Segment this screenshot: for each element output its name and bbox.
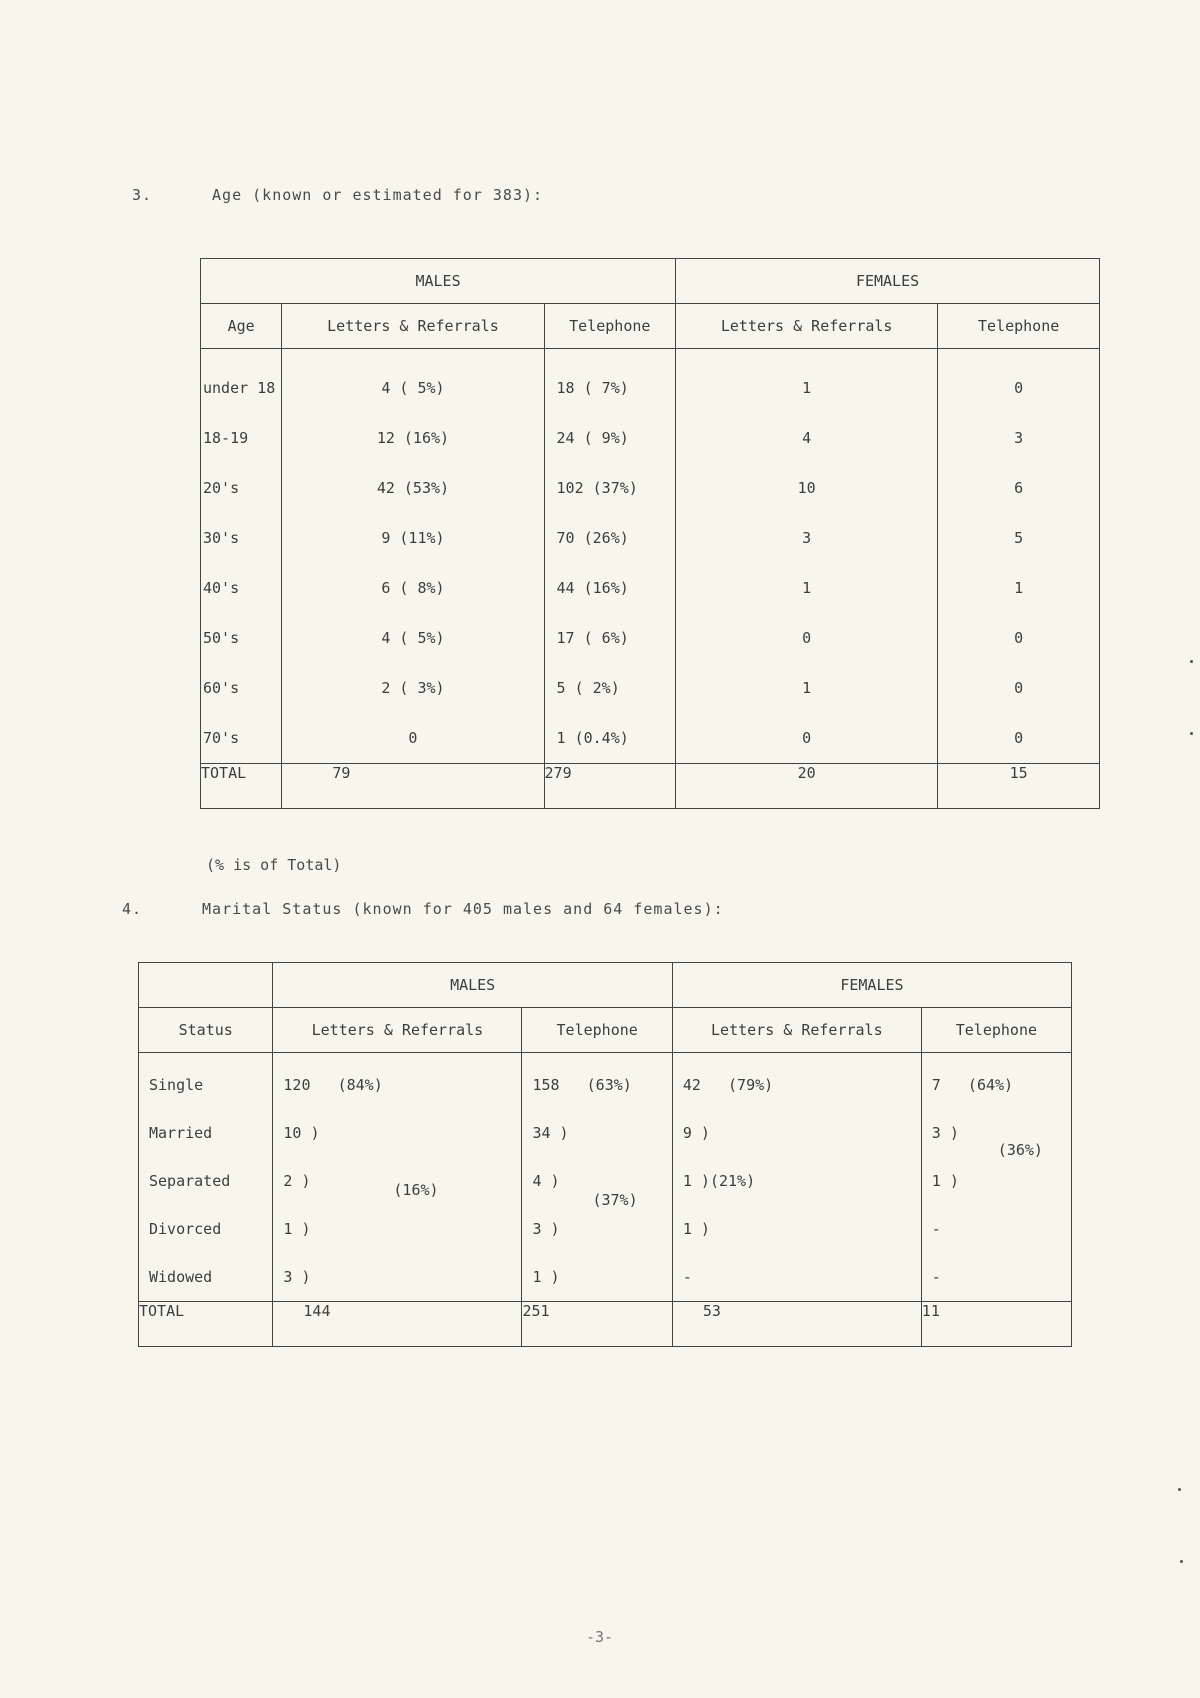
females-letters-cell: 1 — [802, 679, 812, 697]
males-telephone-cell: 102 (37%) — [556, 479, 638, 497]
females-letters-cell: 3 — [802, 529, 812, 547]
females-telephone-cell: 1 — [1014, 579, 1024, 597]
total-label: TOTAL — [139, 1302, 273, 1347]
males-letters-bracket-percent: (16%) — [393, 1181, 439, 1199]
section-title: Age (known or estimated for 383): — [212, 186, 544, 204]
females-telephone-cell: 7 (64%) — [931, 1076, 1014, 1094]
males-letters-col-header: Letters & Referrals — [282, 304, 544, 349]
section-4-heading — [122, 900, 724, 918]
females-telephone-cell: 1 ) — [931, 1172, 959, 1190]
males-letters-cell: 120 (84%) — [283, 1076, 383, 1094]
scan-speck — [1190, 660, 1193, 663]
status-cell: Separated — [149, 1172, 231, 1190]
males-letters-cell: 4 ( 5%) — [381, 379, 445, 397]
males-telephone-cell: 1 ) — [532, 1268, 560, 1286]
males-telephone-cell: 3 ) — [532, 1220, 560, 1238]
marital-status-table — [138, 962, 1072, 1347]
males-letters-cell: 9 (11%) — [381, 529, 445, 547]
status-col-header: Status — [139, 1008, 273, 1053]
total-label: TOTAL — [201, 764, 282, 809]
age-cell: 40's — [203, 579, 240, 597]
females-header: FEMALES — [672, 963, 1071, 1008]
females-letters-cell: 1 )(21%) — [682, 1172, 756, 1190]
section-title: Marital Status (known for 405 males and 64 females): — [202, 900, 724, 918]
scan-speck — [1190, 732, 1193, 735]
status-cell: Single — [149, 1076, 204, 1094]
females-letters-cell: 42 (79%) — [682, 1076, 774, 1094]
females-letters-cell: - — [682, 1268, 692, 1286]
males-telephone-bracket-percent: (37%) — [592, 1191, 638, 1209]
females-letters-col-header: Letters & Referrals — [672, 1008, 921, 1053]
males-header: MALES — [273, 963, 672, 1008]
females-header: FEMALES — [676, 259, 1100, 304]
marital-data-block — [139, 1053, 1072, 1302]
males-letters-col-header: Letters & Referrals — [273, 1008, 522, 1053]
males-telephone-cell: 34 ) — [532, 1124, 569, 1142]
males-letters-cell: 12 (16%) — [376, 429, 450, 447]
males-telephone-cell: 17 ( 6%) — [556, 629, 629, 647]
males-telephone-col-header: Telephone — [544, 304, 676, 349]
males-telephone-cell: 1 (0.4%) — [556, 729, 629, 747]
age-cell: 20's — [203, 479, 240, 497]
males-telephone-cell: 44 (16%) — [556, 579, 629, 597]
males-header: MALES — [201, 259, 676, 304]
total-females-telephone: 11 — [921, 1302, 1071, 1347]
females-telephone-cell: 0 — [1014, 629, 1024, 647]
status-cell: Married — [149, 1124, 213, 1142]
males-letters-cell: 6 ( 8%) — [381, 579, 445, 597]
females-telephone-cell: 0 — [1014, 379, 1024, 397]
males-telephone-cell: 158 (63%) — [532, 1076, 632, 1094]
total-males-telephone: 251 — [522, 1302, 672, 1347]
females-telephone-cell: 3 ) — [931, 1124, 959, 1142]
females-telephone-cell: 0 — [1014, 729, 1024, 747]
females-telephone-cell: 6 — [1014, 479, 1024, 497]
males-letters-cell: 0 — [408, 729, 418, 747]
scan-speck — [1178, 1488, 1181, 1491]
males-letters-cell: 4 ( 5%) — [381, 629, 445, 647]
total-males-telephone: 279 — [544, 764, 676, 809]
males-telephone-cell: 18 ( 7%) — [556, 379, 629, 397]
total-females-letters: 53 — [672, 1302, 921, 1347]
females-telephone-bracket-percent: (36%) — [997, 1141, 1043, 1159]
total-females-telephone: 15 — [938, 764, 1100, 809]
status-cell: Widowed — [149, 1268, 213, 1286]
age-cell: 30's — [203, 529, 240, 547]
females-telephone-cell: 5 — [1014, 529, 1024, 547]
marital-total-row — [139, 1302, 1072, 1347]
scan-speck — [1180, 1560, 1183, 1563]
males-letters-cell: 3 ) — [283, 1268, 311, 1286]
age-col-header: Age — [201, 304, 282, 349]
males-letters-cell: 42 (53%) — [376, 479, 450, 497]
females-letters-col-header: Letters & Referrals — [676, 304, 938, 349]
status-cell: Divorced — [149, 1220, 222, 1238]
females-telephone-cell: 3 — [1014, 429, 1024, 447]
males-letters-cell: 2 ) — [283, 1172, 311, 1190]
age-data-block — [201, 349, 1100, 764]
females-telephone-cell: 0 — [1014, 679, 1024, 697]
females-letters-cell: 0 — [802, 729, 812, 747]
males-telephone-cell: 4 ) — [532, 1172, 560, 1190]
section-number: 4. — [122, 900, 143, 918]
males-letters-cell: 10 ) — [283, 1124, 320, 1142]
females-letters-cell: 1 — [802, 379, 812, 397]
females-letters-cell: 9 ) — [682, 1124, 710, 1142]
females-telephone-col-header: Telephone — [921, 1008, 1071, 1053]
age-cell: 18-19 — [203, 429, 249, 447]
females-letters-cell: 0 — [802, 629, 812, 647]
females-telephone-cell: - — [931, 1268, 941, 1286]
males-letters-cell: 2 ( 3%) — [381, 679, 445, 697]
age-cell: under 18 — [203, 379, 276, 397]
age-table — [200, 258, 1100, 809]
page-number: -3- — [586, 1628, 614, 1646]
females-letters-cell: 1 ) — [682, 1220, 710, 1238]
age-cell: 60's — [203, 679, 240, 697]
age-total-row — [201, 764, 1100, 809]
age-cell: 50's — [203, 629, 240, 647]
percent-note: (% is of Total) — [206, 856, 342, 874]
males-telephone-col-header: Telephone — [522, 1008, 672, 1053]
section-3-heading — [132, 186, 543, 204]
females-telephone-cell: - — [931, 1220, 941, 1238]
males-telephone-cell: 70 (26%) — [556, 529, 629, 547]
males-telephone-cell: 24 ( 9%) — [556, 429, 629, 447]
total-females-letters: 20 — [676, 764, 938, 809]
females-telephone-col-header: Telephone — [938, 304, 1100, 349]
males-telephone-cell: 5 ( 2%) — [556, 679, 620, 697]
section-number: 3. — [132, 186, 153, 204]
total-males-letters: 144 — [273, 1302, 522, 1347]
females-letters-cell: 4 — [802, 429, 812, 447]
males-letters-cell: 1 ) — [283, 1220, 311, 1238]
total-males-letters: 79 — [282, 764, 544, 809]
age-cell: 70's — [203, 729, 240, 747]
females-letters-cell: 10 — [797, 479, 816, 497]
females-letters-cell: 1 — [802, 579, 812, 597]
